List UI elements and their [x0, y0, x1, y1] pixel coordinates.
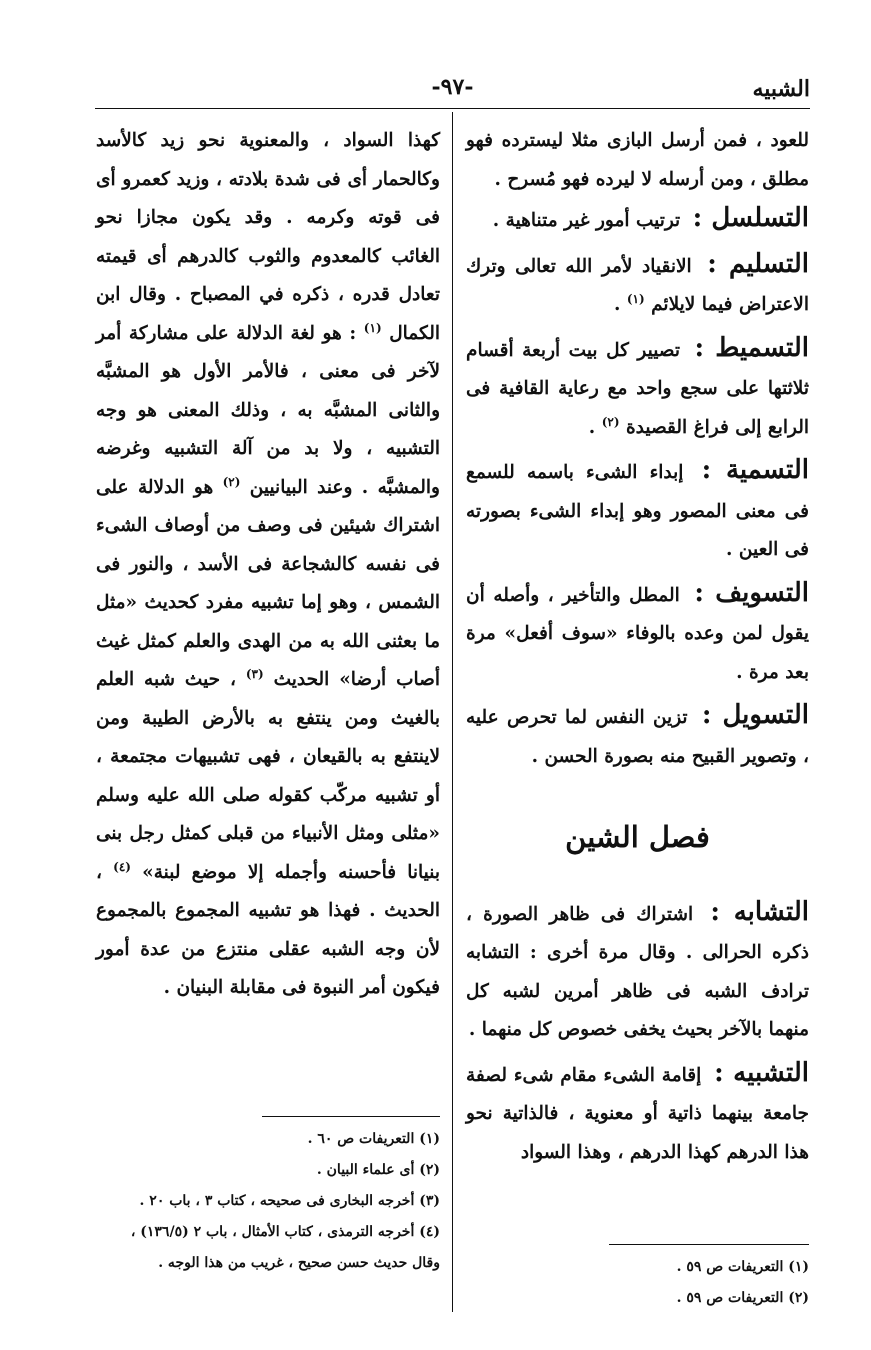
- footnote-ref: (٤): [113, 859, 131, 874]
- entry-tasmiya: [466, 451, 809, 570]
- footnotes-left: [96, 1124, 440, 1279]
- footnotes-right: [466, 1252, 809, 1314]
- page-header: [95, 68, 810, 108]
- text-run: هو الدلالة على اشتراك شيئين فى وصف من أوصاف الشىء فى نفسه كالشجاعة فى الأسد ، والنور فى الشمس ، وهو إما تشبيه مفرد كحديث «مثل ما بعثنى الله به من الهدى والعلم كمثل غيث أصاب أرضا» الحديث: [96, 476, 440, 690]
- entry-definition: إبداء الشىء باسمه للسمع فى معنى المصور وهو إبداء الشىء بصورته فى العين .: [466, 462, 809, 560]
- entry-term: التسميط :: [694, 332, 809, 363]
- running-head: الشبيه: [752, 76, 810, 102]
- entry-tashabuh: [466, 893, 809, 1050]
- footnote-rule-right: [609, 1244, 809, 1245]
- entry-term: التسلسل :: [692, 203, 809, 233]
- entry-tasmit: [466, 329, 809, 448]
- left-paragraph: [96, 122, 440, 1008]
- section-title: فصل الشين: [565, 820, 710, 854]
- entry-definition: المطل والتأخير ، وأصله أن يقول لمن وعده بالوفاء «سوف أفعل» مرة بعد مرة .: [466, 584, 809, 683]
- header-rule: [95, 108, 810, 109]
- footnote-ref: (١): [363, 320, 382, 335]
- text-run: كهذا السواد ، والمعنوية نحو زيد كالأسد وكالحمار أى فى شدة بلادته ، وزيد كعمرو أى فى قوته وكرمه . وقد يكون مجازا نحو الغائب كالمعدوم والثوب كالدرهم أى قيمته تعادل قدره ، ذكره في المصباح . وقال ابن الكمال: [96, 130, 440, 344]
- intro-text: للعود ، فمن أرسل البازى مثلا ليسترده فهو مطلق ، ومن أرسله لا ليرده فهو مُسرح .: [466, 130, 809, 190]
- text-run: ، الحديث . فهذا هو تشبيه المجموع بالمجموع لأن وجه الشبه عقلى منتزع من عدة أمور فيكون أمر النبوة فى مقابلة البنيان .: [96, 861, 440, 998]
- footnote-ref: (٣): [245, 666, 264, 681]
- entry-tail: .: [613, 294, 627, 315]
- footnote: (٤) أخرجه الترمذى ، كتاب الأمثال ، باب ٢ (١٣٦/٥) ،: [130, 1224, 440, 1240]
- entry-tasalsul: [466, 199, 809, 241]
- footnote-rule-left: [262, 1116, 440, 1117]
- entry-taswil: [466, 696, 809, 776]
- entry-taslim: [466, 245, 809, 325]
- footnote-ref: (٢): [601, 414, 620, 429]
- entry-definition: اشتراك فى ظاهر الصورة ، ذكره الحرالى . وقال مرة أخرى : التشابه ترادف الشبه فى ظاهر أمرين لشبه كل منهما بالآخر بحيث يخفى خصوص كل منهما .: [466, 903, 809, 1040]
- entry-term: التشابه :: [710, 896, 809, 927]
- entry-term: التسويف :: [694, 577, 809, 608]
- left-column: [96, 122, 440, 1008]
- footnote-ref: (١): [626, 291, 645, 306]
- text-run: : هو لغة الدلالة على مشاركة أمر لآخر فى معنى ، فالأمر الأول هو المشبَّه والثانى المشبَّه به ، وذلك المعنى هو وجه التشبيه ، ولا بد من آلة التشبيه وغرضه والمشبَّه . وعند البيانيين: [96, 322, 440, 498]
- right-column: [466, 122, 809, 1172]
- footnote: (١) التعريفات ص ٦٠ .: [307, 1131, 440, 1147]
- entry-definition: إقامة الشىء مقام شىء لصفة جامعة بينهما ذاتية أو معنوية ، فالذاتية نحو هذا الدرهم كهذا الدرهم ، وهذا السواد: [466, 1064, 809, 1163]
- entry-tail: .: [588, 416, 602, 438]
- footnote: (٣) أخرجه البخارى فى صحيحه ، كتاب ٣ ، باب ٢٠ .: [139, 1193, 440, 1209]
- footnote: وقال حديث حسن صحيح ، غريب من هذا الوجه .: [158, 1255, 440, 1271]
- entry-term: التسليم :: [707, 248, 809, 279]
- entry-term: التشبيه :: [714, 1057, 809, 1088]
- entry-taswif: [466, 574, 809, 693]
- footnote-ref: (٢): [222, 474, 241, 489]
- column-divider: [452, 112, 453, 1312]
- footnote: (٢) أى علماء البيان .: [316, 1162, 440, 1178]
- footnote: (١) التعريفات ص ٥٩ .: [676, 1259, 809, 1275]
- entry-tashbih: [466, 1054, 809, 1173]
- entry-definition: الانقياد لأمر الله تعالى وترك الاعتراض فيما لايلائم: [466, 255, 809, 315]
- entry-definition: تزين النفس لما تحرص عليه ، وتصوير القبيح منه بصورة الحسن .: [466, 707, 809, 767]
- text-run: ، حيث شبه العلم بالغيث ومن ينتفع به بالأرض الطيبة ومن لاينتفع به بالقيعان ، فهى تشبيهات مجتمعة ، أو تشبيه مركّب كقوله صلى الله عليه وسلم «مثلى ومثل الأنبياء من قبلى كمثل رجل بنى بنيانا فأحسنه وأجمله إلا موضع لبنة»: [96, 669, 440, 883]
- entry-definition: ترتيب أمور غير متناهية .: [492, 210, 681, 231]
- footnote: (٢) التعريفات ص ٥٩ .: [676, 1290, 809, 1306]
- entry-term: التسمية :: [701, 455, 809, 485]
- entry-definition: تصيير كل بيت أربعة أقسام ثلاثتها على سجع واحد مع رعاية القافية فى الرابع إلى فراغ القصيدة: [466, 339, 809, 438]
- page-number: -٩٧-: [431, 74, 474, 100]
- entry-term: التسويل :: [701, 700, 809, 730]
